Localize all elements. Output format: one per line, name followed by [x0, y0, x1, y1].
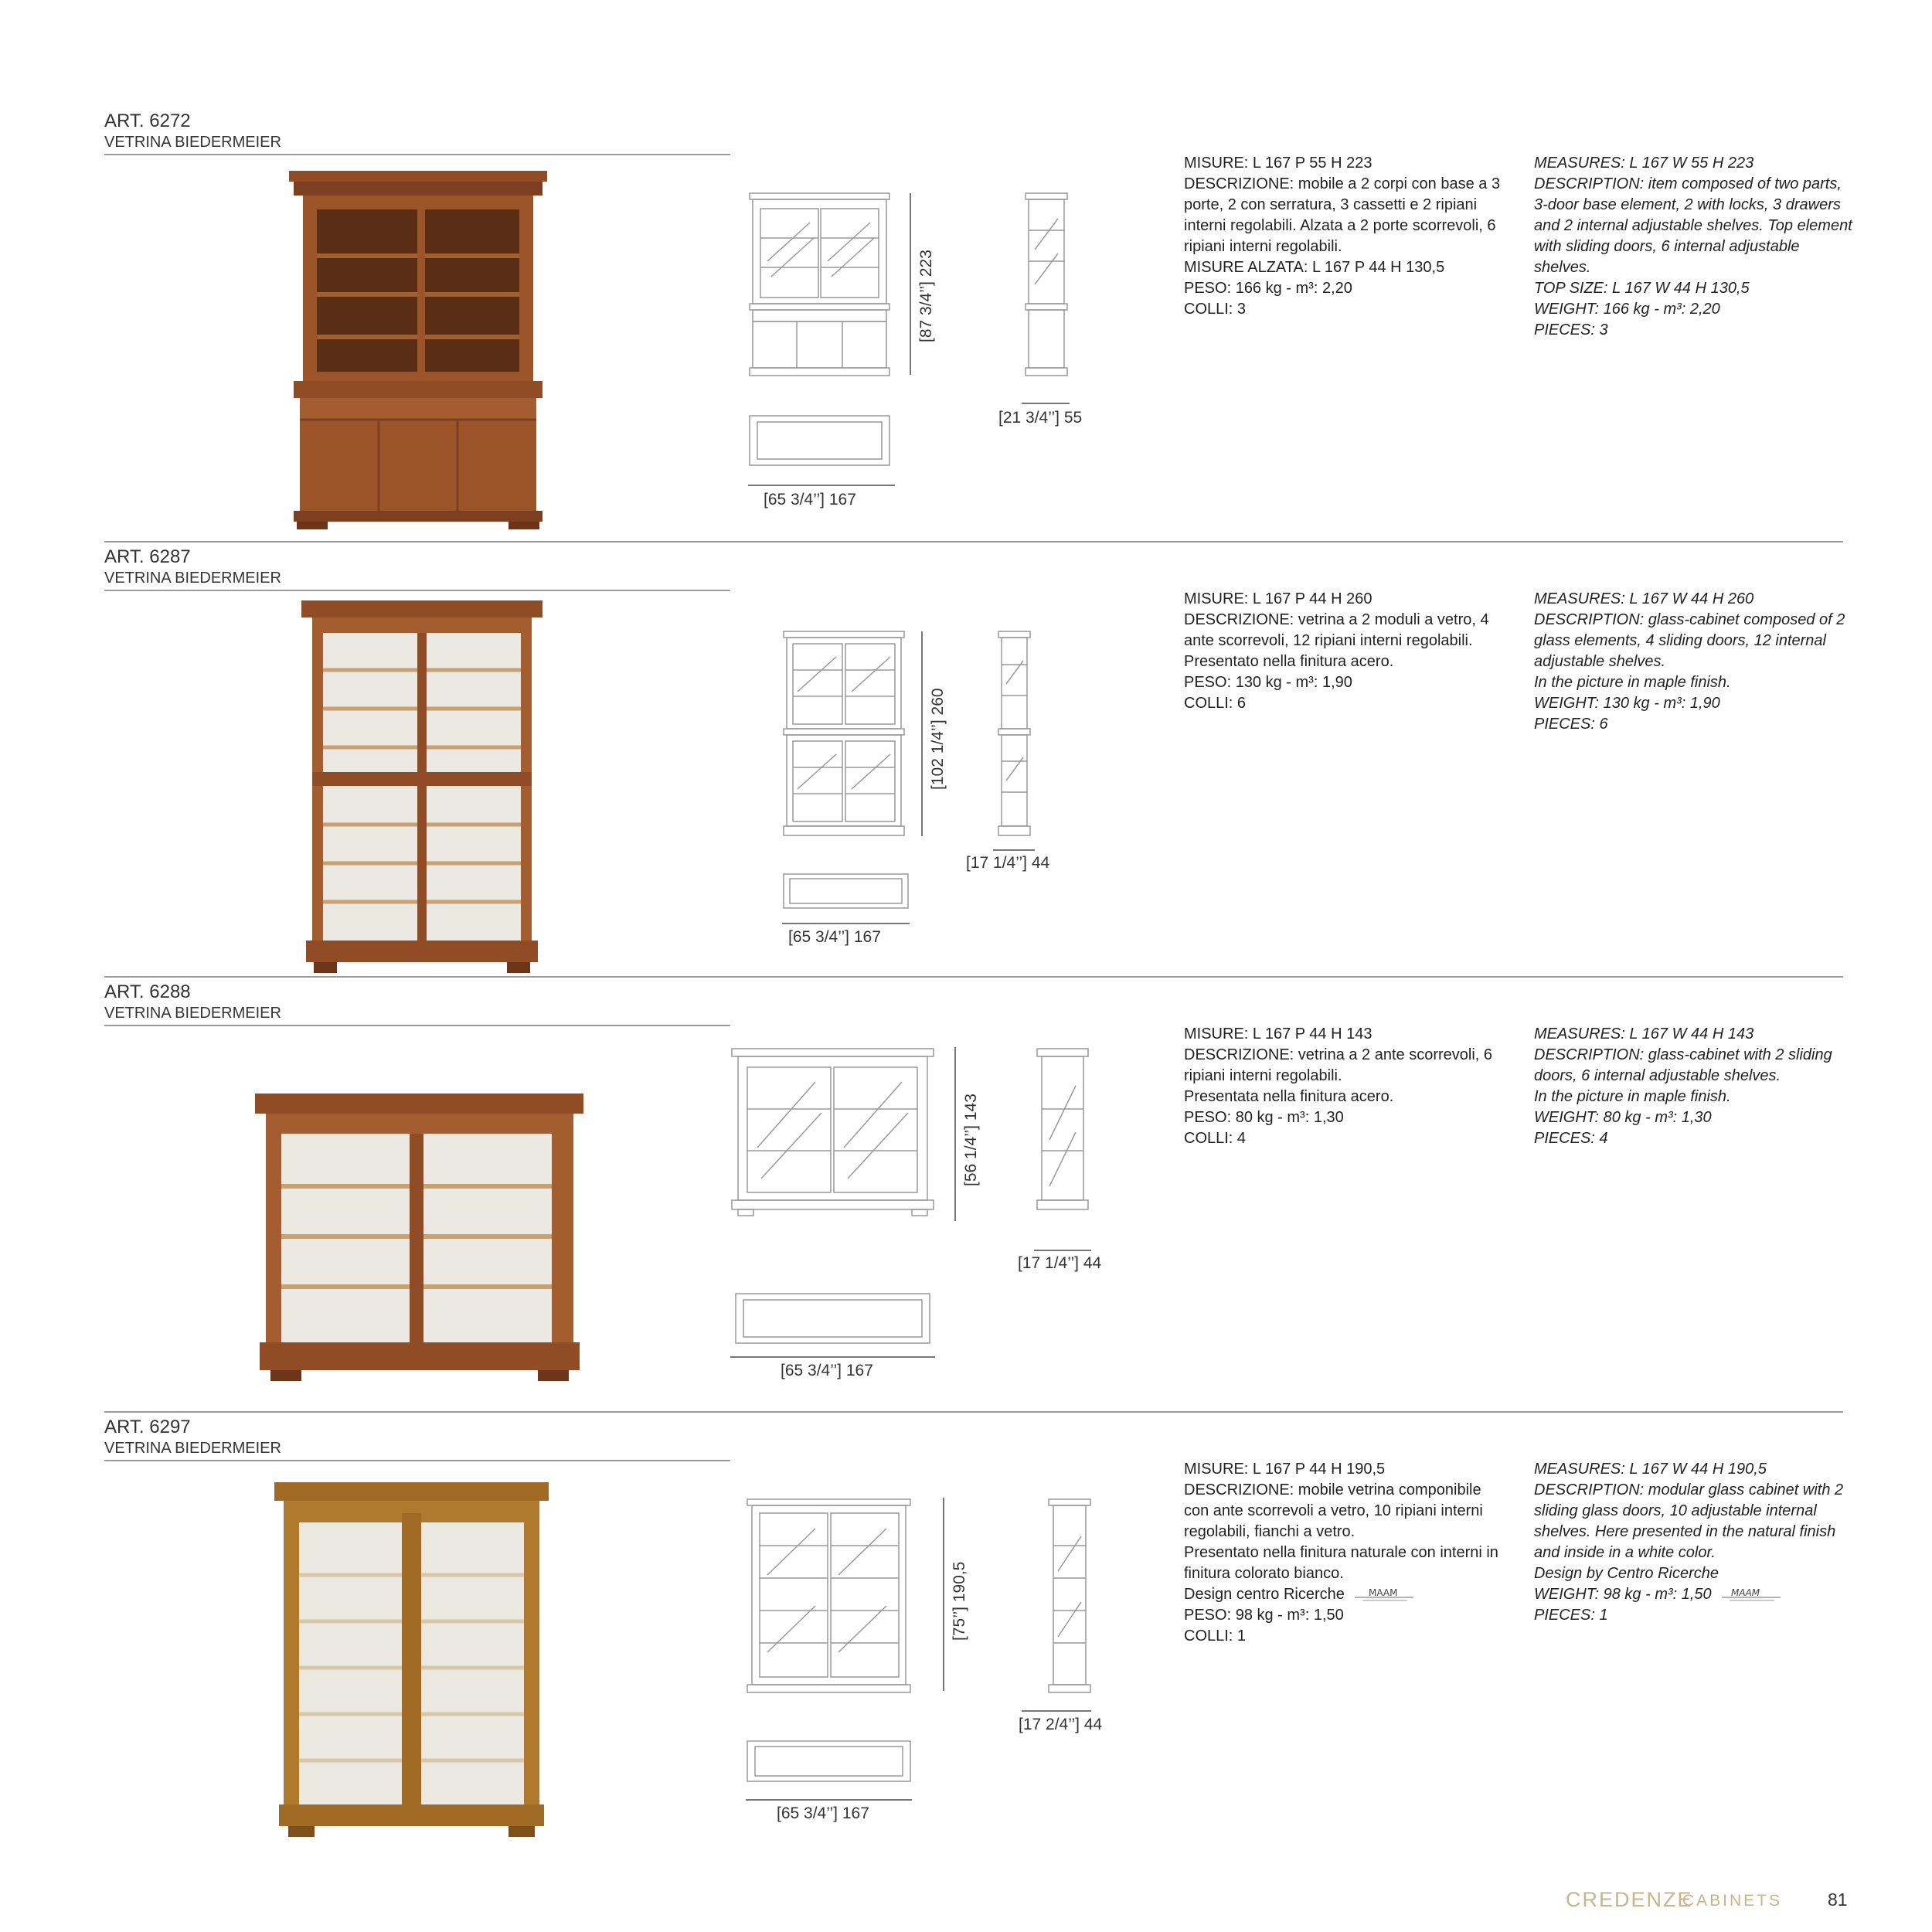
weight: WEIGHT: 130 kg - m³: 1,90: [1534, 695, 1720, 712]
weight: WEIGHT: 166 kg - m³: 2,20: [1534, 301, 1720, 318]
weight: PESO: 166 kg - m³: 2,20: [1184, 280, 1352, 297]
finish: Presentato nella finitura acero.: [1184, 653, 1394, 670]
width-dimension-line: [746, 1799, 912, 1801]
section-divider: [104, 1411, 1843, 1413]
depth-dimension: [21 3/4’’] 55: [998, 409, 1083, 427]
front-view-drawing: [746, 1498, 912, 1697]
side-view-drawing: [1047, 1498, 1092, 1697]
height-dimension: [75’’] 190,5: [951, 1561, 968, 1641]
depth-dimension-line: [1022, 1710, 1091, 1712]
height-dimension-line: [954, 1047, 956, 1221]
product-photo: [255, 1094, 583, 1383]
description: DESCRIPTION: glass-cabinet composed of 2 glass elements, 4 sliding doors, 12 internal adjustable shelves.: [1534, 611, 1845, 670]
front-view-drawing: [748, 192, 891, 381]
description-english: [1534, 1024, 1859, 1149]
article-number: ART. 6288: [104, 981, 191, 1002]
depth-dimension: [17 2/4’’] 44: [1019, 1716, 1103, 1733]
height-dimension-line: [910, 193, 911, 375]
width-dimension: [65 3/4’’] 167: [777, 1804, 869, 1822]
description-italian: [1184, 153, 1509, 320]
weight: PESO: 130 kg - m³: 1,90: [1184, 674, 1352, 691]
design-credit-text: Design centro Ricerche: [1184, 1586, 1345, 1603]
divider: [104, 1025, 730, 1026]
page-number: 81: [1828, 1889, 1848, 1910]
depth-dimension: [17 1/4’’] 44: [966, 854, 1050, 872]
description: DESCRIZIONE: vetrina a 2 ante scorrevoli, 6 ripiani interni regolabili.: [1184, 1046, 1493, 1084]
height-dimension: [102 1/4’’] 260: [929, 688, 947, 790]
category-italian: CREDENZE: [1566, 1888, 1693, 1911]
measures: MISURE: L 167 P 44 H 260: [1184, 590, 1372, 607]
section-divider: [104, 976, 1843, 978]
top-measures: MISURE ALZATA: L 167 P 44 H 130,5: [1184, 259, 1445, 276]
divider: [104, 1460, 730, 1461]
article-number: ART. 6297: [104, 1417, 191, 1437]
side-view-drawing: [997, 630, 1032, 838]
description: DESCRIZIONE: vetrina a 2 moduli a vetro, 4 ante scorrevoli, 12 ripiani interni regolabili.: [1184, 611, 1489, 649]
side-view-drawing: [1024, 192, 1069, 381]
article-name: VETRINA BIEDERMEIER: [104, 1005, 281, 1022]
product-photo: [274, 1482, 549, 1842]
top-view-drawing: [782, 872, 910, 911]
front-view-drawing: [730, 1047, 935, 1221]
pieces: COLLI: 6: [1184, 695, 1247, 712]
width-dimension-line: [782, 923, 910, 924]
pieces: PIECES: 4: [1534, 1130, 1608, 1147]
pieces: COLLI: 1: [1184, 1628, 1247, 1645]
side-view-drawing: [1036, 1047, 1090, 1221]
height-dimension-line: [921, 631, 923, 836]
width-dimension-line: [748, 485, 895, 486]
measures: MEASURES: L 167 W 44 H 260: [1534, 590, 1754, 607]
pieces: COLLI: 4: [1184, 1130, 1247, 1147]
measures: MEASURES: L 167 W 44 H 143: [1534, 1026, 1754, 1043]
maam-logo: [1353, 1587, 1415, 1604]
maam-logo-text: MAAM: [1731, 1587, 1760, 1598]
top-measures: TOP SIZE: L 167 W 44 H 130,5: [1534, 280, 1750, 297]
maam-logo: [1720, 1587, 1782, 1604]
product-photo: [286, 171, 549, 530]
finish: Presentata nella finitura acero.: [1184, 1088, 1394, 1105]
maam-logo-text: MAAM: [1369, 1587, 1398, 1598]
description: DESCRIZIONE: mobile a 2 corpi con base a 3 porte, 2 con serratura, 3 cassetti e 2 ripiani interni regolabili. Alzata a 2 porte scorrevoli, 6 ripiani interni regolabili.: [1184, 175, 1501, 255]
description-english: [1534, 589, 1859, 735]
design-credit: Design by Centro Ricerche: [1534, 1565, 1719, 1582]
weight: WEIGHT: 98 kg - m³: 1,50: [1534, 1586, 1712, 1603]
finish: In the picture in maple finish.: [1534, 674, 1731, 691]
weight-line: [1534, 1584, 1859, 1605]
product-photo: [301, 600, 543, 975]
article-number: ART. 6287: [104, 546, 191, 567]
article-number: ART. 6272: [104, 111, 191, 131]
category-english: CABINETS: [1682, 1892, 1783, 1910]
section-divider: [104, 541, 1843, 543]
divider: [104, 154, 730, 155]
finish: In the picture in maple finish.: [1534, 1088, 1731, 1105]
depth-dimension-line: [1022, 403, 1070, 404]
width-dimension-line: [730, 1356, 935, 1358]
weight: PESO: 98 kg - m³: 1,50: [1184, 1607, 1344, 1624]
top-view-drawing: [748, 414, 891, 468]
divider: [104, 590, 730, 591]
description-italian: [1184, 1024, 1509, 1149]
article-name: VETRINA BIEDERMEIER: [104, 134, 281, 151]
description-english: [1534, 153, 1859, 341]
measures: MEASURES: L 167 W 44 H 190,5: [1534, 1461, 1767, 1478]
article-name: VETRINA BIEDERMEIER: [104, 570, 281, 587]
measures: MISURE: L 167 P 44 H 190,5: [1184, 1461, 1386, 1478]
pieces: PIECES: 3: [1534, 321, 1608, 338]
front-view-drawing: [782, 630, 906, 838]
finish: Presentato nella finitura naturale con interni in finitura colorato bianco.: [1184, 1544, 1498, 1582]
depth-dimension-line: [1034, 1250, 1091, 1251]
description: DESCRIPTION: item composed of two parts, 3-door base element, 2 with locks, 3 drawers and 2 internal adjustable shelves. Top element with sliding doors, 6 internal adjustable shelves.: [1534, 175, 1852, 276]
description-italian: [1184, 1459, 1509, 1647]
design-credit: [1184, 1584, 1509, 1605]
measures: MISURE: L 167 P 44 H 143: [1184, 1026, 1372, 1043]
measures: MISURE: L 167 P 55 H 223: [1184, 155, 1372, 172]
article-name: VETRINA BIEDERMEIER: [104, 1440, 281, 1457]
description: DESCRIZIONE: mobile vetrina componibile con ante scorrevoli a vetro, 10 ripiani interni regolabili, fianchi a vetro.: [1184, 1481, 1483, 1540]
depth-dimension-line: [993, 849, 1035, 851]
pieces: PIECES: 1: [1534, 1607, 1608, 1624]
description: DESCRIPTION: glass-cabinet with 2 sliding doors, 6 internal adjustable shelves.: [1534, 1046, 1832, 1084]
measures: MEASURES: L 167 W 55 H 223: [1534, 155, 1754, 172]
weight: WEIGHT: 80 kg - m³: 1,30: [1534, 1109, 1712, 1126]
height-dimension-line: [943, 1498, 944, 1691]
width-dimension: [65 3/4’’] 167: [764, 491, 856, 509]
weight: PESO: 80 kg - m³: 1,30: [1184, 1109, 1344, 1126]
pieces: COLLI: 3: [1184, 301, 1247, 318]
description: DESCRIPTION: modular glass cabinet with 2 sliding glass doors, 10 adjustable internal shelves. Here presented in the natural finish and inside in a white color.: [1534, 1481, 1844, 1561]
width-dimension: [65 3/4’’] 167: [788, 928, 881, 946]
height-dimension: [87 3/4’’] 223: [917, 250, 935, 342]
description-italian: [1184, 589, 1509, 714]
top-view-drawing: [734, 1292, 931, 1346]
depth-dimension: [17 1/4’’] 44: [1018, 1254, 1102, 1272]
description-english: [1534, 1459, 1859, 1626]
width-dimension: [65 3/4’’] 167: [781, 1362, 873, 1379]
top-view-drawing: [746, 1740, 912, 1784]
height-dimension: [56 1/4’’] 143: [962, 1094, 980, 1186]
pieces: PIECES: 6: [1534, 716, 1608, 733]
